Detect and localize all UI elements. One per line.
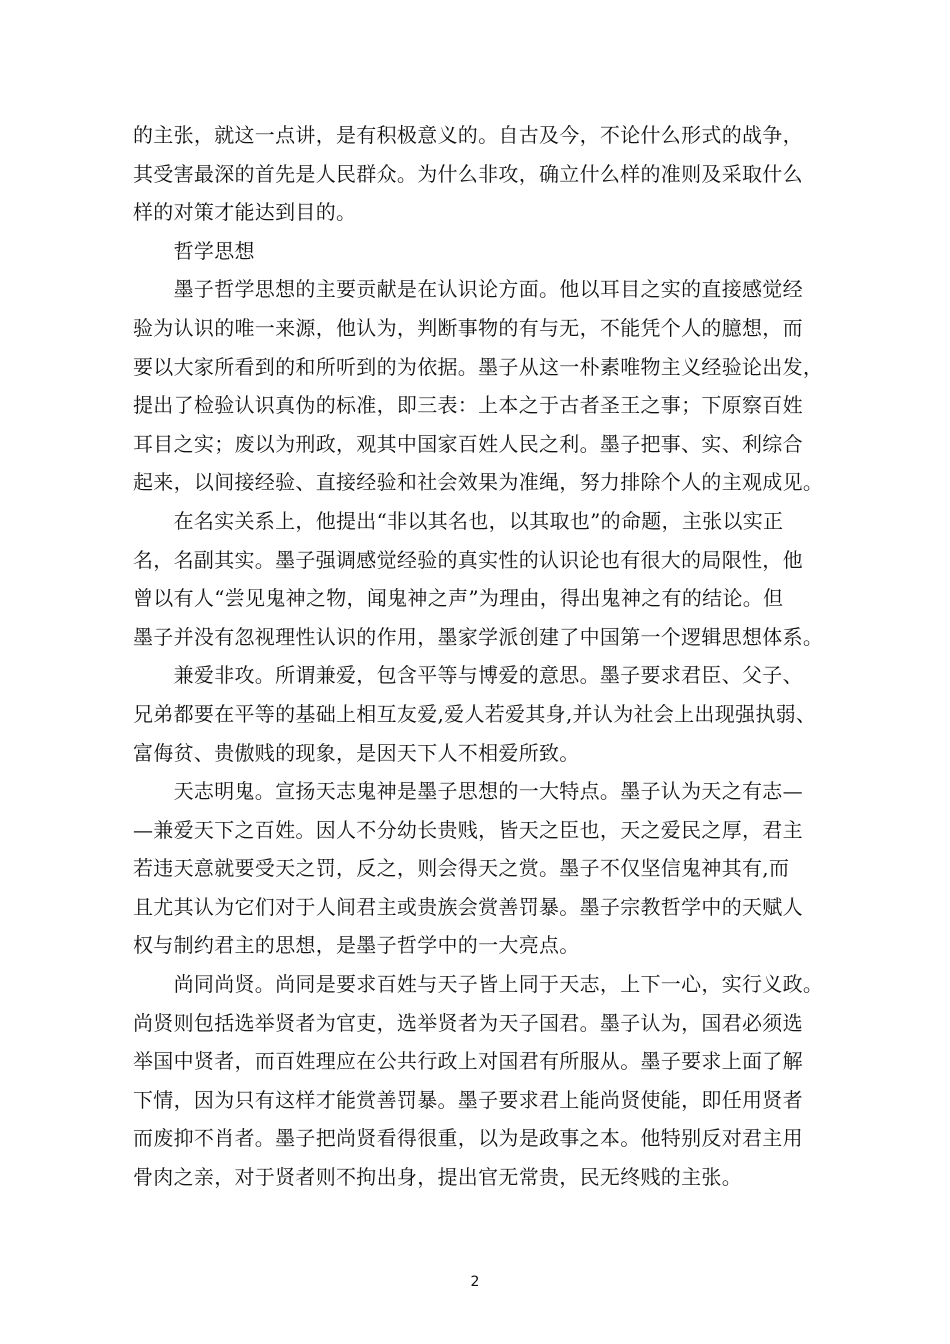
text-line: 的主张，就这一点讲，是有积极意义的。自古及今，不论什么形式的战争，	[133, 123, 803, 147]
text-line: 举国中贤者，而百姓理应在公共行政上对国君有所服从。墨子要求上面了解	[133, 1049, 803, 1074]
text-line: 兄弟都要在平等的基础上相互友爱,爱人若爱其身,并认为社会上出现强执弱、	[133, 701, 817, 726]
text-line: 样的对策才能达到目的。	[133, 200, 357, 225]
text-line: 骨肉之亲，对于贤者则不拘出身，提出官无常贵，民无终贱的主张。	[133, 1165, 742, 1190]
text-line: 耳目之实；废以为刑政，观其中国家百姓人民之利。墨子把事、实、利综合	[133, 431, 803, 456]
text-line: 而废抑不肖者。墨子把尚贤看得很重，以为是政事之本。他特别反对君主用	[133, 1126, 803, 1151]
text-line: 要以大家所看到的和所听到的为依据。墨子从这一朴素唯物主义经验论出发，	[133, 354, 824, 379]
text-line: 名，名副其实。墨子强调感觉经验的真实性的认识论也有很大的局限性，他	[133, 547, 803, 572]
text-line: 尚贤则包括选举贤者为官吏，选举贤者为天子国君。墨子认为，国君必须选	[133, 1010, 803, 1035]
text-line: 兼爱非攻。所谓兼爱，包含平等与博爱的意思。墨子要求君臣、父子、	[133, 663, 803, 688]
text-line: 若违天意就要受天之罚，反之，则会得天之赏。墨子不仅坚信鬼神其有,而	[133, 856, 790, 881]
page-number: 2	[470, 1274, 480, 1290]
text-line: 墨子并没有忽视理性认识的作用，墨家学派创建了中国第一个逻辑思想体系。	[133, 624, 824, 649]
text-line: 在名实关系上，他提出“非以其名也，以其取也”的命题，主张以实正	[133, 508, 784, 533]
text-line: 权与制约君主的思想，是墨子哲学中的一大亮点。	[133, 933, 580, 958]
text-line: 验为认识的唯一来源，他认为，判断事物的有与无，不能凭个人的臆想，而	[133, 315, 803, 340]
text-line: 天志明鬼。宣扬天志鬼神是墨子思想的一大特点。墨子认为天之有志—	[133, 779, 803, 804]
text-line: 起来，以间接经验、直接经验和社会效果为准绳，努力排除个人的主观成见。	[133, 470, 824, 495]
text-line: 下情，因为只有这样才能赏善罚暴。墨子要求君上能尚贤使能，即任用贤者	[133, 1087, 803, 1112]
section-heading: 哲学思想	[133, 238, 255, 263]
text-line: 其受害最深的首先是人民群众。为什么非攻，确立什么样的准则及采取什么	[133, 161, 803, 186]
body-text	[133, 116, 823, 1197]
text-line: 且尤其认为它们对于人间君主或贵族会赏善罚暴。墨子宗教哲学中的天赋人	[133, 894, 803, 919]
text-line: 提出了检验认识真伪的标准，即三表：上本之于古者圣王之事；下原察百姓	[133, 393, 803, 418]
text-line: 尚同尚贤。尚同是要求百姓与天子皆上同于天志，上下一心，实行义政。	[133, 972, 824, 997]
text-line: —兼爱天下之百姓。因人不分幼长贵贱，皆天之臣也，天之爱民之厚，君主	[133, 817, 803, 842]
text-line: 墨子哲学思想的主要贡献是在认识论方面。他以耳目之实的直接感觉经	[133, 277, 803, 302]
text-line: 富侮贫、贵傲贱的现象，是因天下人不相爱所致。	[133, 740, 580, 765]
text-line: 曾以有人“尝见鬼神之物，闻鬼神之声”为理由，得出鬼神之有的结论。但	[133, 586, 784, 611]
